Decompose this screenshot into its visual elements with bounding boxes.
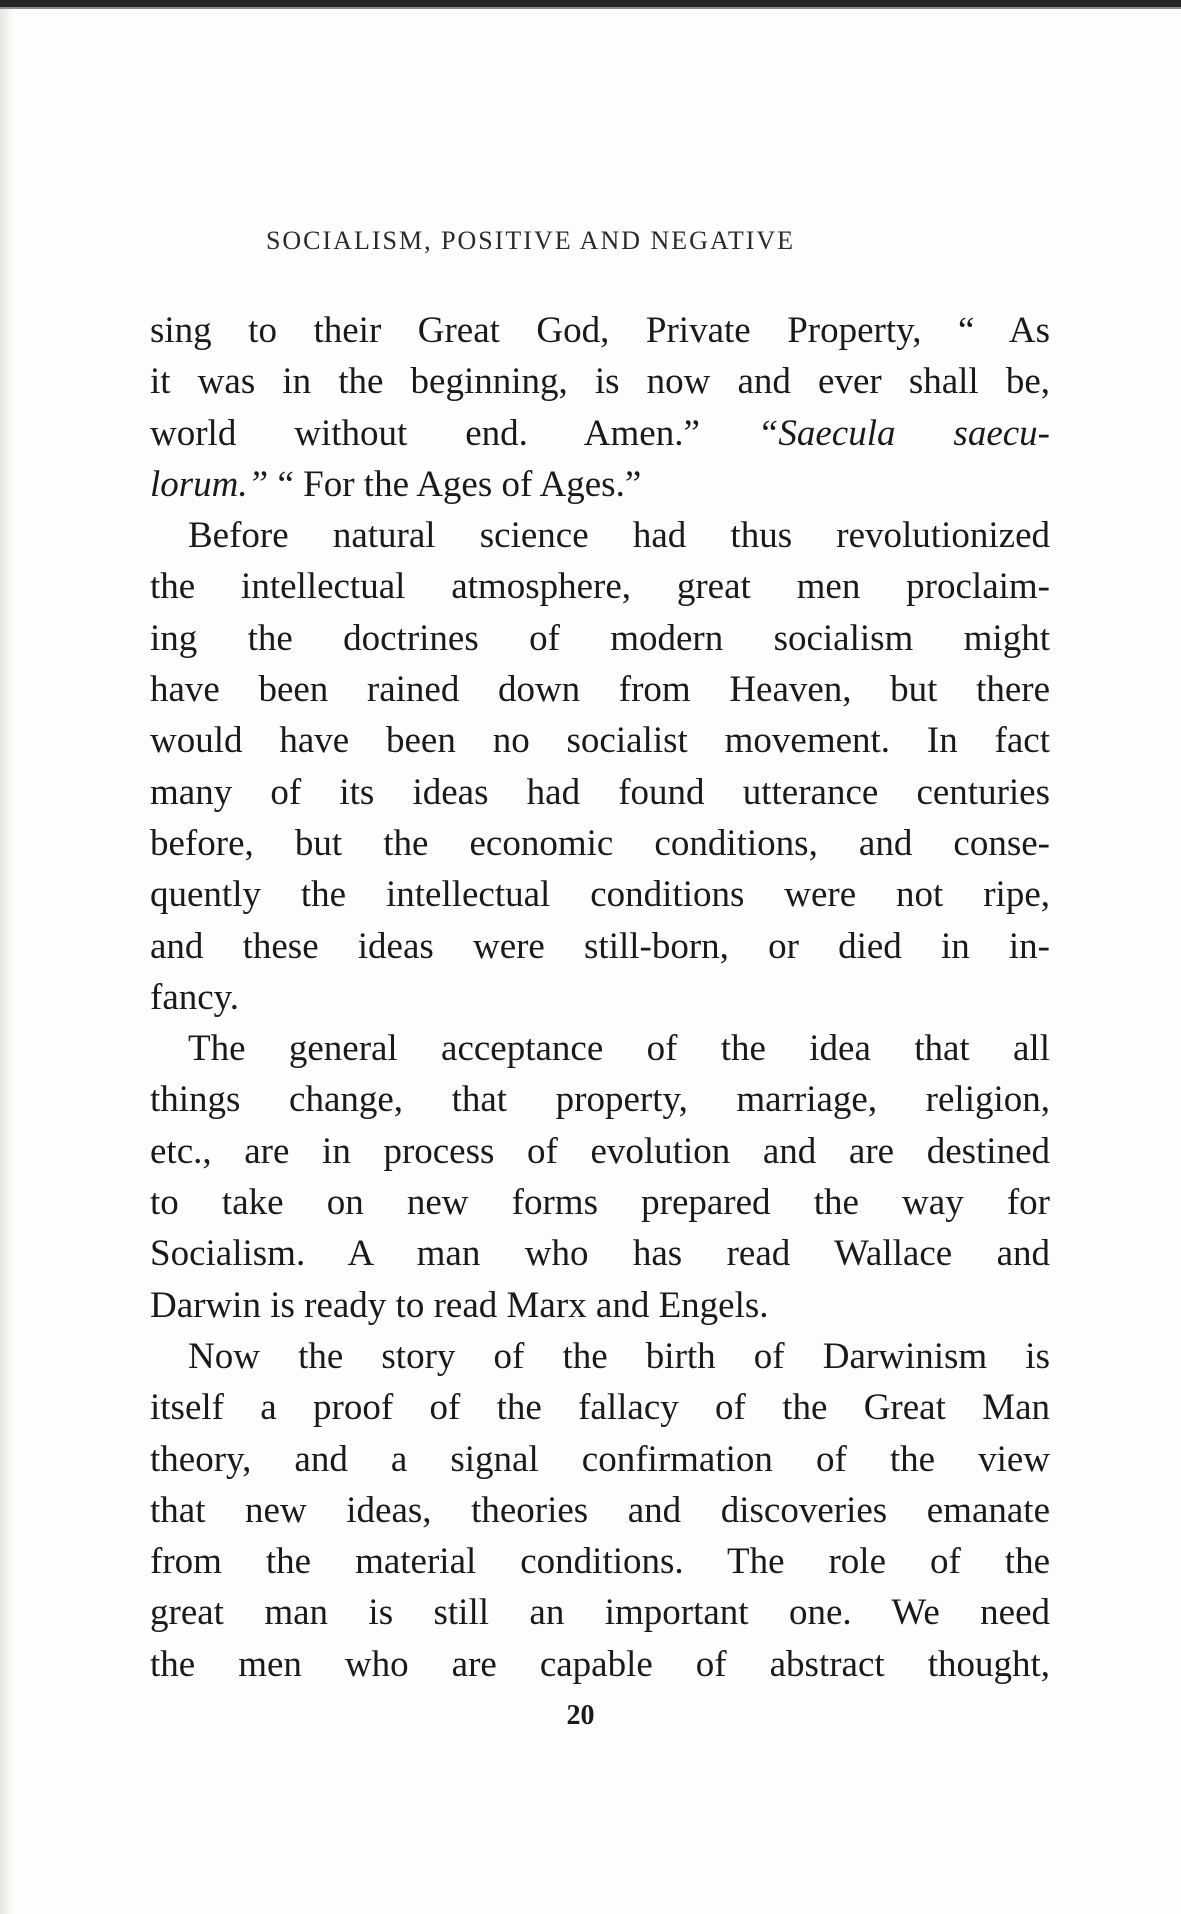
text-line <box>150 459 1050 510</box>
top-border-rule-thin <box>0 7 1181 9</box>
page-left-edge <box>0 0 14 1914</box>
text-segment: world without end. Amen.” <box>150 412 758 454</box>
text-line: many of its ideas had found utterance centuries <box>150 771 1050 813</box>
running-head <box>0 226 1181 256</box>
italic-latin-phrase-end: lorum.” <box>150 463 269 505</box>
italic-latin-phrase: “Saecula saecu- <box>757 412 1050 454</box>
text-line: itself a proof of the fallacy of the Great Man <box>150 1387 1050 1429</box>
text-line: things change, that property, marriage, religion, <box>150 1079 1050 1121</box>
text-line: it was in the beginning, is now and ever shall be, <box>150 361 1050 403</box>
paragraph-first-line: The general acceptance of the idea that all <box>188 1028 1050 1070</box>
page-number-text: 20 <box>566 1700 595 1731</box>
text-line: from the material conditions. The role of the <box>150 1541 1050 1583</box>
text-line: have been rained down from Heaven, but there <box>150 669 1050 711</box>
text-line: Socialism. A man who has read Wallace and <box>150 1233 1050 1275</box>
text-line <box>150 408 1050 459</box>
text-line: Darwin is ready to read Marx and Engels. <box>150 1284 769 1326</box>
text-line: would have been no socialist movement. In fact <box>150 720 1050 762</box>
text-segment: “ For the Ages of Ages.” <box>268 463 642 505</box>
text-line: the men who are capable of abstract thought, <box>150 1643 1050 1685</box>
page-number <box>0 1700 1181 1732</box>
running-head-text: SOCIALISM, POSITIVE AND NEGATIVE <box>265 226 796 255</box>
text-line: etc., are in process of evolution and are destined <box>150 1130 1050 1172</box>
text-line: sing to their Great God, Private Property, “ As <box>150 310 1050 351</box>
body-text <box>150 305 1050 1690</box>
top-border-rule <box>0 0 1181 7</box>
text-line: great man is still an important one. We need <box>150 1592 1050 1634</box>
paragraph-first-line: Before natural science had thus revolutionized <box>188 515 1050 557</box>
text-line: fancy. <box>150 976 240 1018</box>
text-line: and these ideas were still-born, or died in in- <box>150 925 1050 967</box>
text-line: to take on new forms prepared the way for <box>150 1182 1050 1224</box>
text-line: ing the doctrines of modern socialism might <box>150 617 1050 659</box>
paragraph-first-line: Now the story of the birth of Darwinism is <box>188 1335 1050 1377</box>
text-line: theory, and a signal confirmation of the view <box>150 1438 1050 1480</box>
text-line: quently the intellectual conditions were not ripe, <box>150 874 1050 916</box>
text-line: that new ideas, theories and discoveries emanate <box>150 1489 1050 1531</box>
text-line: the intellectual atmosphere, great men proclaim- <box>150 566 1050 608</box>
text-line: before, but the economic conditions, and conse- <box>150 822 1050 864</box>
